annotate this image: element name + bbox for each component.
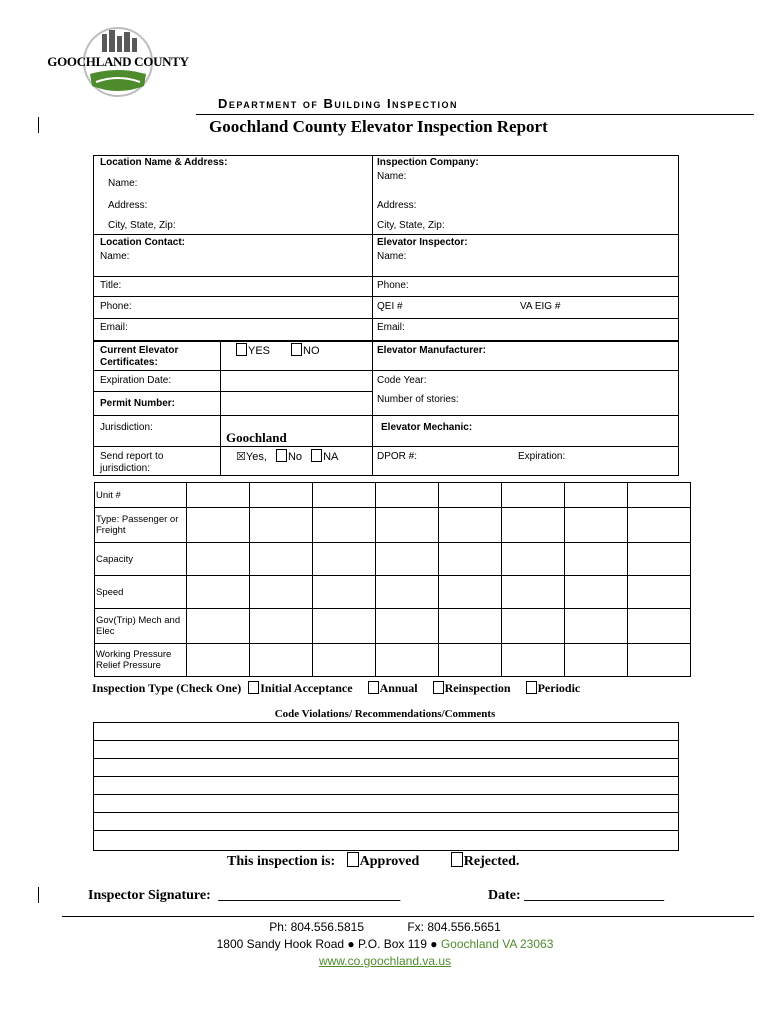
footer-address: 1800 Sandy Hook Road ● P.O. Box 119 ● (216, 937, 438, 951)
checkbox-icon[interactable] (451, 852, 463, 867)
mechanic-expiration-field[interactable]: Expiration: (518, 451, 566, 462)
checkbox-icon[interactable] (347, 852, 359, 867)
qei-field[interactable]: QEI # (377, 301, 403, 312)
location-city-field[interactable]: City, State, Zip: (108, 220, 176, 231)
units-cell[interactable] (187, 609, 250, 644)
units-cell[interactable] (376, 483, 439, 508)
units-cell[interactable] (565, 483, 628, 508)
option-periodic[interactable]: Periodic (537, 681, 581, 695)
units-cell[interactable] (376, 576, 439, 609)
footer-rule (62, 916, 754, 917)
footer-address-row (0, 937, 770, 951)
send-report-options: ☒Yes, No NA (236, 451, 339, 463)
units-cell[interactable] (187, 644, 250, 677)
checkbox-icon[interactable] (368, 681, 379, 694)
contact-name-field[interactable]: Name: (100, 251, 130, 262)
violation-line[interactable] (93, 758, 679, 759)
contact-title-field[interactable]: Title: (100, 280, 122, 291)
county-logo (44, 24, 192, 104)
department-heading: Department of Building Inspection (218, 96, 459, 111)
footer-phone: Ph: 804.556.5815 (269, 920, 364, 934)
units-cell[interactable] (187, 543, 250, 576)
margin-mark (38, 887, 39, 903)
units-cell[interactable] (439, 483, 502, 508)
units-cell[interactable] (565, 609, 628, 644)
units-cell[interactable] (628, 508, 691, 543)
units-cell[interactable] (502, 576, 565, 609)
units-cell[interactable] (376, 543, 439, 576)
dpor-field[interactable]: DPOR #: (377, 451, 418, 462)
units-row-label: Speed (95, 576, 187, 609)
units-cell[interactable] (628, 609, 691, 644)
units-table (94, 482, 691, 677)
units-cell[interactable] (439, 644, 502, 677)
location-heading: Location Name & Address: (100, 157, 228, 168)
certificates-label: Current Elevator Certificates: (100, 345, 179, 368)
units-cell[interactable] (502, 483, 565, 508)
location-address-field[interactable]: Address: (108, 200, 148, 211)
units-row (95, 609, 691, 644)
inspector-name-field[interactable]: Name: (377, 251, 407, 262)
expiration-date-field[interactable]: Expiration Date: (100, 375, 172, 386)
manufacturer-field[interactable]: Elevator Manufacturer: (377, 345, 486, 356)
violation-line[interactable] (93, 830, 679, 831)
units-cell[interactable] (250, 576, 313, 609)
units-row-label: Working Pressure Relief Pressure (95, 644, 187, 677)
cert-yes-option[interactable]: YES (236, 343, 270, 357)
checkbox-icon[interactable] (526, 681, 537, 694)
units-cell[interactable] (502, 543, 565, 576)
units-cell[interactable] (376, 644, 439, 677)
contact-email-field[interactable]: Email: (100, 322, 128, 333)
units-cell[interactable] (565, 576, 628, 609)
code-year-field[interactable]: Code Year: (377, 375, 427, 386)
units-row-label: Type: Passenger or Freight (95, 508, 187, 543)
contact-phone-field[interactable]: Phone: (100, 301, 132, 312)
checkbox-icon[interactable] (291, 343, 302, 356)
units-row (95, 508, 691, 543)
footer-contact (0, 920, 770, 934)
units-cell[interactable] (250, 543, 313, 576)
units-cell[interactable] (187, 508, 250, 543)
units-row-label: Unit # (95, 483, 187, 508)
units-row-label: Gov(Trip) Mech and Elec (95, 609, 187, 644)
website-link[interactable]: www.co.goochland.va.us (318, 954, 452, 968)
result-label: This inspection is: (227, 854, 336, 869)
checkbox-icon[interactable] (236, 343, 247, 356)
inspector-phone-field[interactable]: Phone: (377, 280, 409, 291)
mechanic-field[interactable]: Elevator Mechanic: (381, 422, 473, 433)
location-contact-heading: Location Contact: (100, 237, 185, 248)
location-name-field[interactable]: Name: (108, 178, 138, 189)
signature-row (88, 888, 400, 904)
units-cell[interactable] (439, 543, 502, 576)
violation-line[interactable] (93, 776, 679, 777)
units-row-label: Capacity (95, 543, 187, 576)
units-cell[interactable] (313, 576, 376, 609)
units-row (95, 543, 691, 576)
company-heading: Inspection Company: (377, 157, 479, 168)
va-eig-field[interactable]: VA EIG # (520, 301, 561, 312)
inspection-type-label: Inspection Type (Check One) (92, 681, 242, 695)
footer-url-row (0, 954, 770, 968)
date-line[interactable]: ____________________ (524, 888, 665, 903)
approved-option[interactable]: Approved (359, 854, 420, 869)
units-cell[interactable] (250, 609, 313, 644)
company-city-field[interactable]: City, State, Zip: (377, 220, 445, 231)
company-address-field[interactable]: Address: (377, 200, 417, 211)
units-cell[interactable] (628, 576, 691, 609)
violations-title: Code Violations/ Recommendations/Comments (274, 708, 496, 720)
units-cell[interactable] (439, 609, 502, 644)
units-cell[interactable] (628, 644, 691, 677)
signature-label: Inspector Signature: (88, 888, 211, 903)
units-cell[interactable] (313, 483, 376, 508)
result-row (227, 852, 519, 870)
rejected-option[interactable]: Rejected. (463, 854, 520, 869)
jurisdiction-value[interactable]: Goochland (226, 430, 287, 445)
option-initial-acceptance[interactable]: Initial Acceptance (260, 681, 353, 695)
units-cell[interactable] (628, 483, 691, 508)
units-cell[interactable] (313, 644, 376, 677)
units-cell[interactable] (628, 543, 691, 576)
units-cell[interactable] (376, 508, 439, 543)
jurisdiction-label: Jurisdiction: (100, 422, 153, 433)
units-cell[interactable] (250, 644, 313, 677)
date-row (488, 888, 664, 904)
margin-mark (38, 117, 39, 133)
units-cell[interactable] (187, 483, 250, 508)
company-name-field[interactable]: Name: (377, 171, 407, 182)
permit-number-field[interactable]: Permit Number: (100, 398, 176, 409)
inspection-type-row (92, 681, 592, 696)
violation-line[interactable] (93, 794, 679, 795)
units-cell[interactable] (250, 508, 313, 543)
checked-box-icon[interactable]: ☒ (236, 451, 246, 463)
units-cell[interactable] (439, 576, 502, 609)
stories-field[interactable]: Number of stories: (377, 394, 459, 405)
option-annual[interactable]: Annual (379, 681, 418, 695)
header-rule (196, 114, 754, 115)
date-label: Date: (488, 888, 521, 903)
footer-city: Goochland VA 23063 (440, 937, 554, 951)
checkbox-icon[interactable] (248, 681, 259, 694)
units-cell[interactable] (502, 508, 565, 543)
units-cell[interactable] (250, 483, 313, 508)
units-cell[interactable] (565, 508, 628, 543)
inspector-email-field[interactable]: Email: (377, 322, 405, 333)
units-cell[interactable] (313, 508, 376, 543)
violation-line[interactable] (93, 812, 679, 813)
units-cell[interactable] (565, 543, 628, 576)
units-cell[interactable] (565, 644, 628, 677)
units-cell[interactable] (187, 576, 250, 609)
option-reinspection[interactable]: Reinspection (444, 681, 511, 695)
checkbox-icon[interactable] (433, 681, 444, 694)
violations-box[interactable] (93, 722, 679, 851)
inspector-heading: Elevator Inspector: (377, 237, 468, 248)
checkbox-icon[interactable] (276, 449, 287, 462)
units-cell[interactable] (313, 543, 376, 576)
violation-line[interactable] (93, 740, 679, 741)
units-cell[interactable] (502, 644, 565, 677)
units-row (95, 644, 691, 677)
page-title: Goochland County Elevator Inspection Report (209, 117, 548, 136)
logo-text: GOOCHLAND COUNTY (47, 54, 189, 69)
units-row (95, 483, 691, 508)
units-cell[interactable] (376, 609, 439, 644)
signature-line[interactable]: __________________________ (218, 888, 401, 903)
units-cell[interactable] (502, 609, 565, 644)
cert-no-option[interactable]: NO (291, 343, 320, 357)
footer-fax: Fx: 804.556.5651 (407, 920, 501, 934)
units-cell[interactable] (313, 609, 376, 644)
send-report-label: Send report to jurisdiction: (100, 451, 164, 474)
checkbox-icon[interactable] (311, 449, 322, 462)
units-cell[interactable] (439, 508, 502, 543)
units-row (95, 576, 691, 609)
